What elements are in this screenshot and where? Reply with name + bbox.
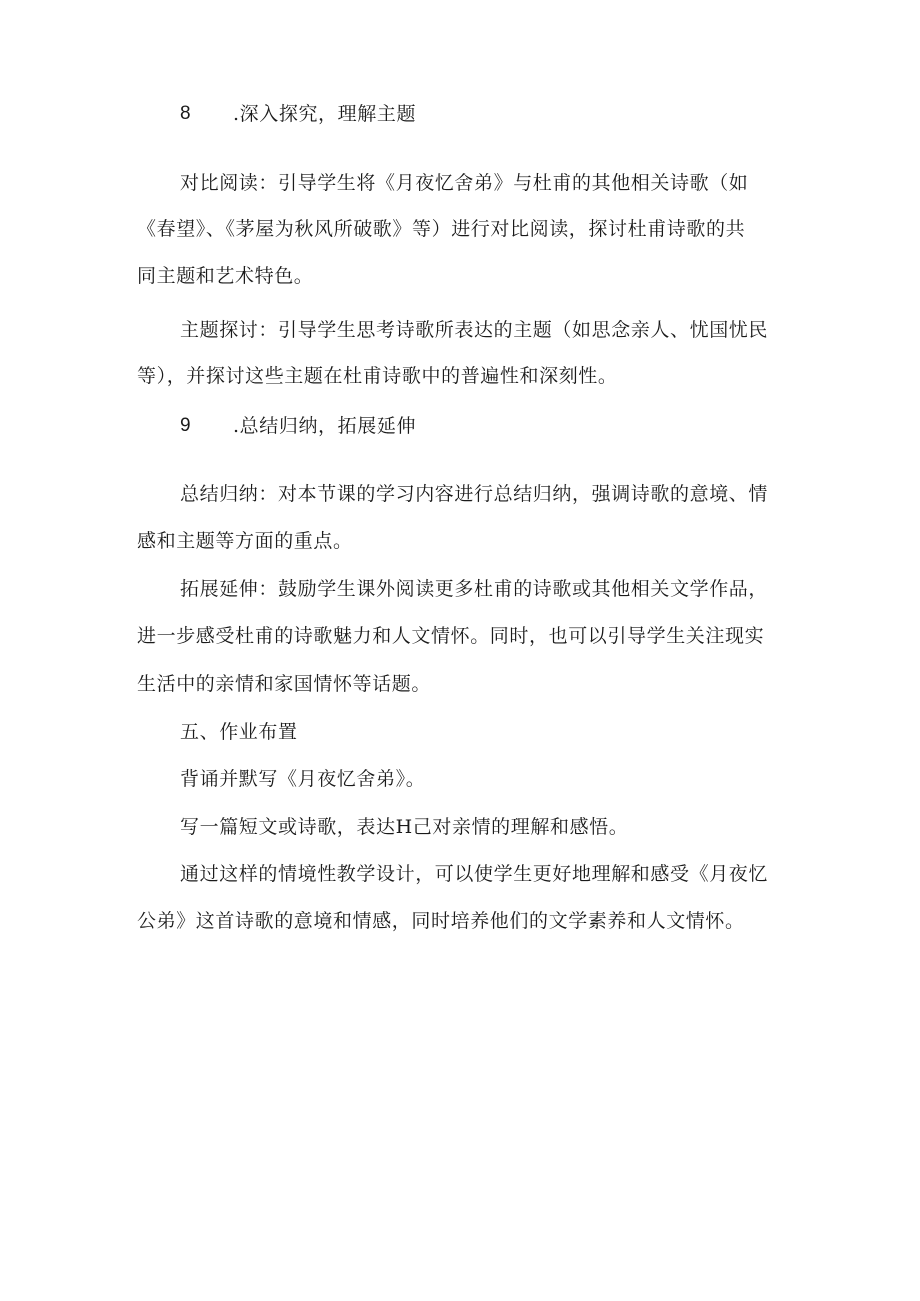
- homework-heading: 五、作业布置: [180, 721, 298, 743]
- extend-paragraph-line-1: 拓展延伸：鼓励学生课外阅读更多杜甫的诗歌或其他相关文学作品，: [180, 578, 769, 600]
- section-9-number: 9: [180, 415, 191, 436]
- theme-paragraph-line-1: 主题探讨：引导学生思考诗歌所表达的主题（如思念亲人、忧国忧民: [180, 319, 769, 341]
- section-9-title: .总结归纳，拓展延伸: [233, 415, 417, 437]
- extend-paragraph-line-2: 进一步感受杜甫的诗歌魅力和人文情怀。同时，也可以引导学生关注现实: [137, 625, 765, 647]
- theme-paragraph-line-2: 等），并探讨这些主题在杜甫诗歌中的普遍性和深刻性。: [137, 365, 618, 387]
- homework-item-recite: 背诵并默写《月夜忆舍弟》。: [180, 768, 426, 790]
- summary-paragraph-line-1: 总结归纳：对本节课的学习内容进行总结归纳，强调诗歌的意境、情: [180, 483, 769, 505]
- compare-paragraph-line-3: 同主题和艺术特色。: [137, 265, 314, 287]
- summary-paragraph-line-2: 感和主题等方面的重点。: [137, 530, 353, 552]
- section-8-number: 8: [180, 103, 191, 124]
- compare-paragraph-line-1: 对比阅读：引导学生将《月夜忆舍弟》与杜甫的其他相关诗歌（如: [180, 172, 749, 194]
- compare-paragraph-line-2: 《春望》、《茅屋为秋风所破歌》等）进行对比阅读，探讨杜甫诗歌的共: [137, 218, 746, 240]
- conclusion-paragraph-line-1: 通过这样的情境性教学设计，可以使学生更好地理解和感受《月夜忆: [180, 863, 769, 885]
- homework-item-write: 写一篇短文或诗歌，表达H己对亲情的理解和感悟。: [180, 816, 629, 838]
- conclusion-paragraph-line-2: 公弟》这首诗歌的意境和情感，同时培养他们的文学素养和人文情怀。: [137, 910, 745, 932]
- extend-paragraph-line-3: 生活中的亲情和家国情怀等话题。: [137, 673, 432, 695]
- section-8-title: .深入探究，理解主题: [233, 103, 417, 125]
